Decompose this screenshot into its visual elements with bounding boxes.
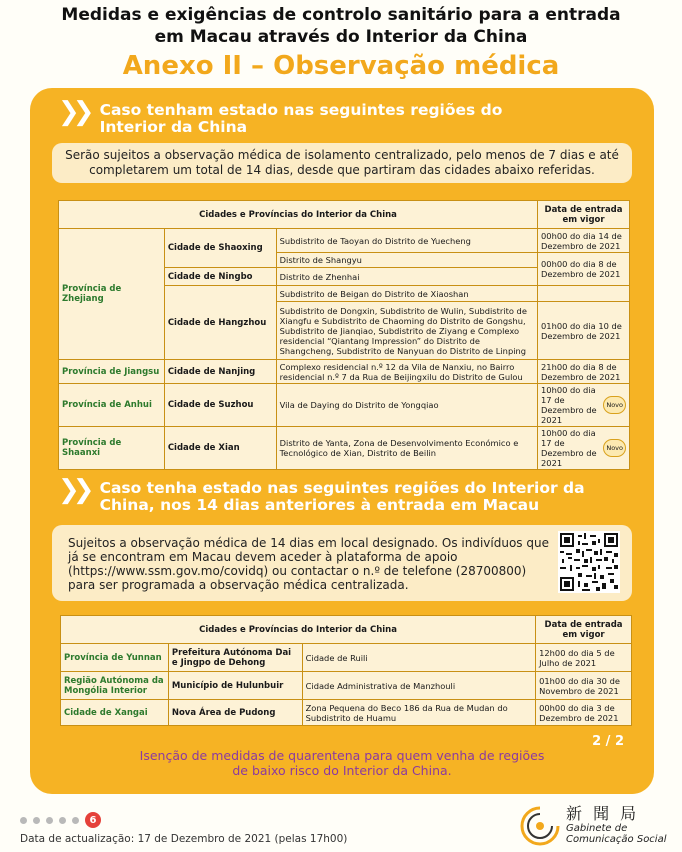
title-line-1: Medidas e exigências de controlo sanitário para a entrada: [61, 5, 621, 25]
section1-note-line2: completarem um total de 14 dias, desde que partiram das cidades abaixo referidas.: [89, 163, 595, 177]
content-panel: [30, 88, 654, 794]
date-cell: 21h00 do dia 8 de Dezembro de 2021: [538, 360, 630, 384]
org-name-chinese: 新 聞 局: [566, 804, 640, 823]
section2-note-line1: Sujeitos a observação médica de 14 dias em local designado. Os indivíduos que: [68, 536, 549, 550]
area-pudong: Nova Área de Pudong: [168, 700, 302, 726]
section2-table: [60, 615, 632, 726]
section1-table: [58, 200, 630, 470]
date-cell: 12h00 do dia 5 de Julho de 2021: [536, 644, 632, 672]
city-hangzhou: Cidade de Hangzhou: [164, 286, 276, 360]
date-cell: 01h00 do dia 10 de Dezembro de 2021: [538, 302, 630, 360]
city-xangai: Cidade de Xangai: [61, 700, 169, 726]
exemption-note: [30, 748, 654, 778]
district-cell: Cidade Administrativa de Manzhouli: [302, 672, 536, 700]
section2-note-line2: já se encontram em Macau devem aceder à plataforma de apoio: [68, 550, 458, 564]
title-line-2: em Macau através do Interior da China: [154, 27, 528, 47]
prefecture-dehong: Prefeitura Autónoma Dai e Jingpo de Dehong: [168, 644, 302, 672]
page-header: [0, 0, 682, 82]
page-indicator: 2 / 2: [592, 734, 624, 749]
province-shaanxi: Província de Shaanxi: [59, 427, 165, 470]
double-chevron-icon: ❯❯: [58, 97, 88, 127]
district-cell: Distrito de Yanta, Zona de Desenvolvimento Económico e Tecnológico de Xian, Distrito de Beilin: [276, 427, 537, 470]
province-jiangsu: Província de Jiangsu: [59, 360, 165, 384]
gcs-logo-icon: [518, 804, 562, 848]
date-text: 10h00 do dia 17 de Dezembro de 2021: [541, 428, 597, 468]
district-cell: Distrito de Shangyu: [276, 253, 537, 268]
table-header-date: Data de entrada em vigor: [536, 616, 632, 644]
pagination-dot[interactable]: [59, 817, 66, 824]
district-cell: Complexo residencial n.º 12 da Vila de Nanxiu, no Bairro residencial n.º 7 da Rua de Beijingxilu do Distrito de Gulou: [276, 360, 537, 384]
province-yunnan: Província de Yunnan: [61, 644, 169, 672]
section2-title-line2: China, nos 14 dias anteriores à entrada em Macau: [99, 496, 540, 514]
novo-badge: Novo: [603, 439, 626, 457]
district-cell: Distrito de Zhenhai: [276, 268, 537, 286]
org-name-line2: Comunicação Social: [566, 834, 667, 845]
double-chevron-icon: ❯❯: [58, 475, 88, 505]
section1-title-line1: Caso tenham estado nas seguintes regiões do: [99, 101, 503, 119]
date-text: 10h00 do dia 17 de Dezembro de 2021: [541, 385, 597, 425]
pagination-dot[interactable]: [46, 817, 53, 824]
section2-note-line4: para ser programada a observação médica centralizada.: [68, 578, 409, 592]
qr-code-icon[interactable]: [558, 531, 620, 593]
exemption-line1: Isenção de medidas de quarentena para quem venha de regiões: [139, 748, 545, 763]
city-nanjing: Cidade de Nanjing: [164, 360, 276, 384]
section2-note: [52, 525, 632, 601]
province-zhejiang: Província de Zhejiang: [59, 229, 165, 360]
province-anhui: Província de Anhui: [59, 384, 165, 427]
date-cell: [538, 286, 630, 302]
date-cell: 00h00 do dia 3 de Dezembro de 2021: [536, 700, 632, 726]
pagination-dot[interactable]: [20, 817, 27, 824]
table-header-date: Data de entrada em vigor: [538, 201, 630, 229]
annex-title: Anexo II – Observação médica: [122, 51, 560, 81]
pagination-dot[interactable]: [72, 817, 79, 824]
pagination-current[interactable]: 6: [85, 812, 101, 828]
section2-note-line3: (https://www.ssm.gov.mo/covidq) ou contactar o n.º de telefone (28700800): [68, 564, 527, 578]
district-cell: Subdistrito de Taoyan do Distrito de Yuecheng: [276, 229, 537, 253]
city-xian: Cidade de Xian: [164, 427, 276, 470]
novo-badge: Novo: [603, 396, 626, 414]
org-name-line1: Gabinete de: [566, 823, 628, 834]
section1-title: [58, 97, 503, 136]
date-cell: 00h00 do dia 8 de Dezembro de 2021: [538, 253, 630, 286]
exemption-line2: de baixo risco do Interior da China.: [232, 763, 452, 778]
city-hulunbuir: Município de Hulunbuir: [168, 672, 302, 700]
table-header-regions: Cidades e Províncias do Interior da China: [61, 616, 536, 644]
pagination-dots: [20, 812, 101, 828]
section1-title-line2: Interior da China: [99, 118, 248, 136]
district-cell: Subdistrito de Dongxin, Subdistrito de Wulin, Subdistrito de Xiangfu e Subdistrito de Chaoming do Distrito de Gongshu, Subdistrito de Jianqiao, Subdistrito de Ziyang e Complexo residencial “Qiantang Impression” do Distrito de Shangcheng, Subdistrito de Nanyuan do Distrito de Linping: [276, 302, 537, 360]
date-cell: [538, 384, 630, 427]
district-cell: Cidade de Ruili: [302, 644, 536, 672]
date-cell: 01h00 do dia 30 de Novembro de 2021: [536, 672, 632, 700]
section2-title: [58, 475, 585, 514]
city-shaoxing: Cidade de Shaoxing: [164, 229, 276, 268]
section1-note: [52, 143, 632, 183]
section2-title-line1: Caso tenha estado nas seguintes regiões do Interior da: [99, 479, 585, 497]
organization: [566, 805, 667, 845]
date-cell: 00h00 do dia 14 de Dezembro de 2021: [538, 229, 630, 253]
date-cell: [538, 427, 630, 470]
district-cell: Zona Pequena do Beco 186 da Rua de Mudan do Subdistrito de Huamu: [302, 700, 536, 726]
section1-note-line1: Serão sujeitos a observação médica de isolamento centralizado, pelo menos de 7 dias e até: [65, 148, 619, 162]
update-date: Data de actualização: 17 de Dezembro de 2021 (pelas 17h00): [20, 833, 348, 845]
district-cell: Subdistrito de Beigan do Distrito de Xiaoshan: [276, 286, 537, 302]
city-ningbo: Cidade de Ningbo: [164, 268, 276, 286]
pagination-dot[interactable]: [33, 817, 40, 824]
table-header-regions: Cidades e Províncias do Interior da China: [59, 201, 538, 229]
district-cell: Vila de Daying do Distrito de Yongqiao: [276, 384, 537, 427]
region-mongolia: Região Autónoma da Mongólia Interior: [61, 672, 169, 700]
city-suzhou: Cidade de Suzhou: [164, 384, 276, 427]
